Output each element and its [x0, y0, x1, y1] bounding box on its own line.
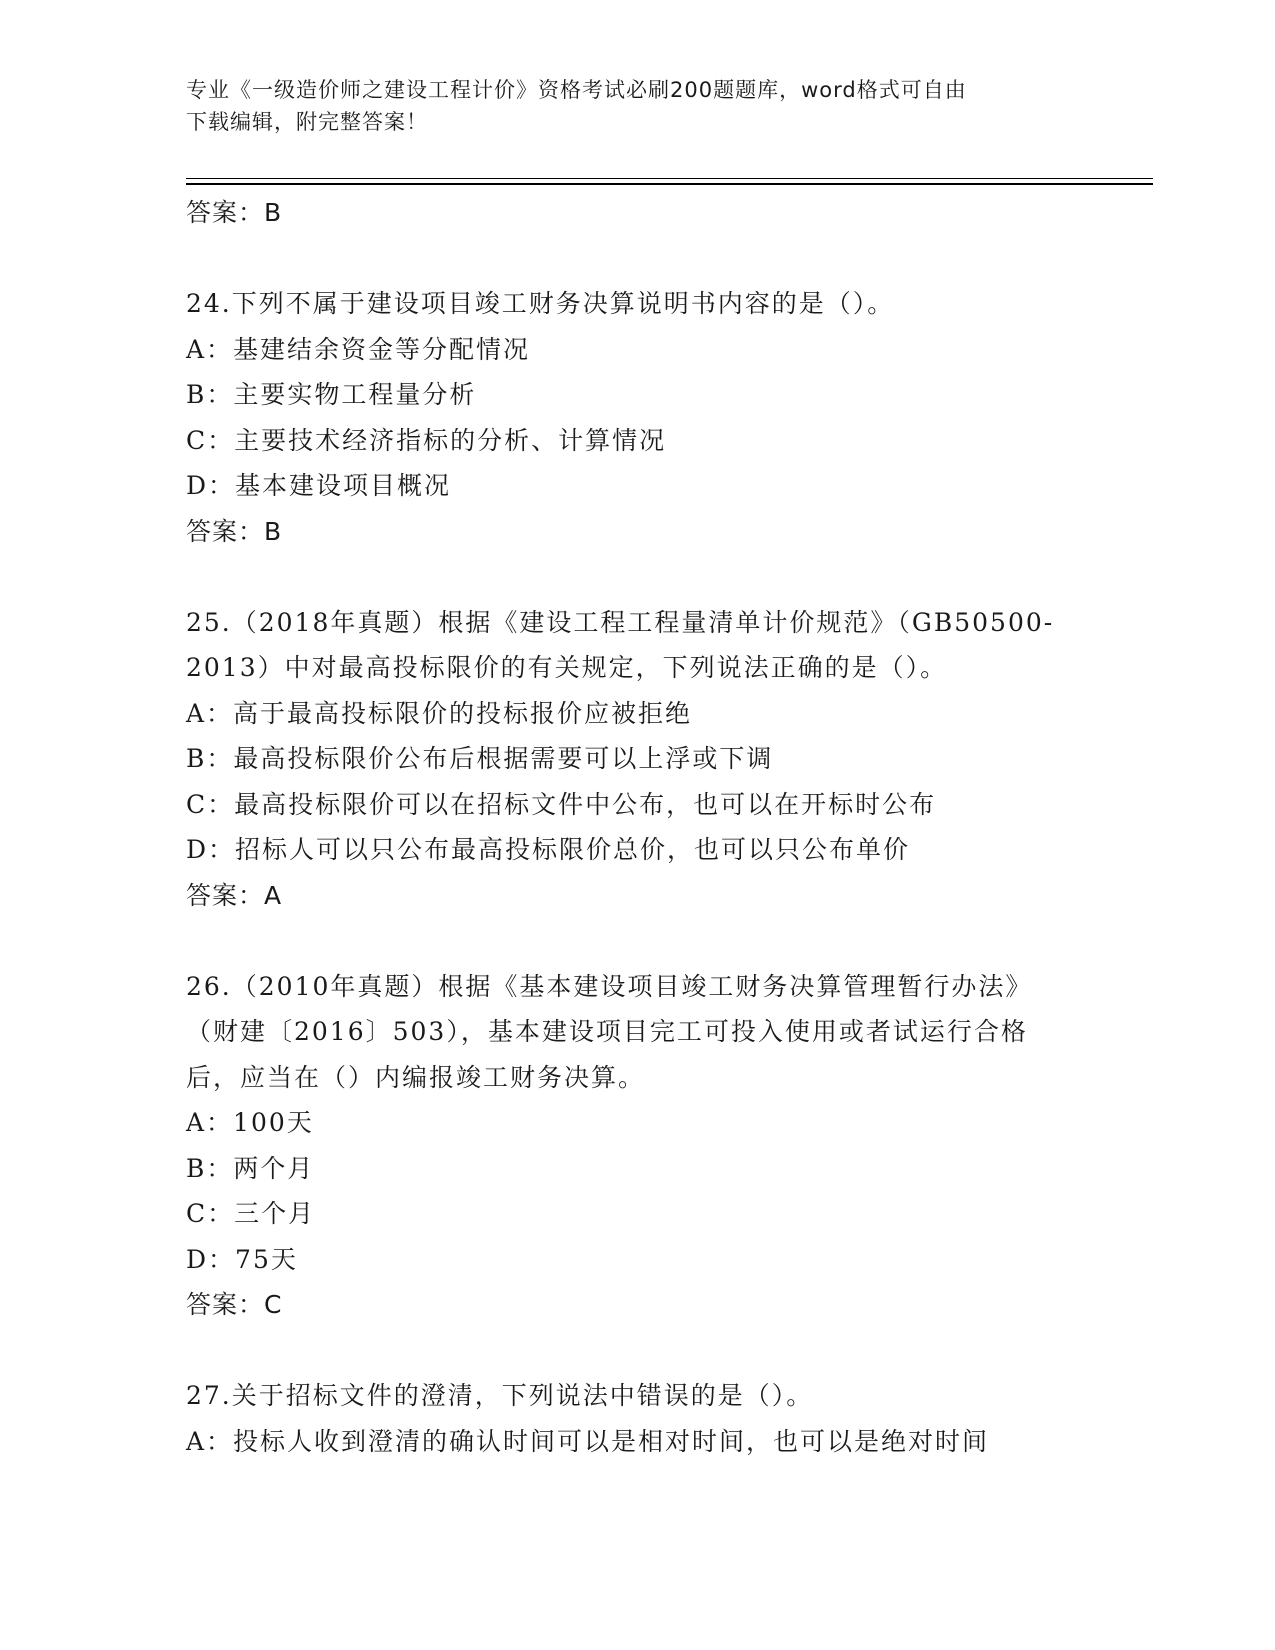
option-d: D：招标人可以只公布最高投标限价总价，也可以只公布单价 — [186, 835, 911, 864]
option-a: A：基建结余资金等分配情况 — [186, 334, 531, 364]
answer-label: 答案： — [186, 1290, 265, 1319]
answer-line — [186, 873, 1086, 918]
answer-value: A — [264, 880, 283, 910]
answer-label: 答案： — [186, 880, 265, 910]
header-line-2: 下载编辑，附完整答案！ — [186, 110, 428, 134]
question-stem: 24.下列不属于建设项目竣工财务决算说明书内容的是（）。 — [186, 289, 895, 318]
option-c: C：三个月 — [186, 1199, 316, 1228]
option-c: C：最高投标限价可以在招标文件中公布，也可以在开标时公布 — [186, 789, 937, 819]
answer-label: 答案： — [186, 516, 265, 546]
answer-value: B — [264, 198, 283, 227]
option-b: B：主要实物工程量分析 — [186, 380, 477, 409]
answer-line — [186, 1282, 1086, 1327]
answer-label: 答案： — [186, 198, 265, 227]
question-stem-cont: （财建〔2016〕503），基本建设项目完工可投入使用或者试运行合格 — [186, 1017, 1028, 1046]
answer-line — [186, 190, 1086, 235]
question-block — [186, 1373, 1086, 1464]
question-block — [186, 600, 1086, 918]
question-stem-cont: 后，应当在（）内编报竣工财务决算。 — [186, 1062, 646, 1092]
document-header — [186, 74, 1106, 138]
option-a: A：100天 — [186, 1108, 314, 1137]
option-a: A：高于最高投标限价的投标报价应被拒绝 — [186, 698, 693, 728]
option-d: D：75天 — [186, 1244, 298, 1274]
option-b: B：最高投标限价公布后根据需要可以上浮或下调 — [186, 744, 774, 773]
question-stem: 26.（2010年真题）根据《基本建设项目竣工财务决算管理暂行办法》 — [186, 971, 1033, 1001]
spacer — [186, 1327, 1086, 1373]
header-rule-thin — [186, 178, 1153, 179]
spacer — [186, 918, 1086, 964]
option-b: B：两个月 — [186, 1153, 315, 1183]
option-a: A：投标人收到澄清的确认时间可以是相对时间，也可以是绝对时间 — [186, 1426, 990, 1456]
header-rule-thick — [186, 183, 1153, 185]
question-stem: 27.关于招标文件的澄清，下列说法中错误的是（）。 — [186, 1381, 814, 1410]
question-stem-cont: 2013）中对最高投标限价的有关规定，下列说法正确的是（）。 — [186, 653, 948, 682]
question-block — [186, 281, 1086, 554]
question-block — [186, 964, 1086, 1328]
option-d: D：基本建设项目概况 — [186, 471, 452, 500]
answer-value: B — [264, 516, 283, 546]
question-list — [186, 190, 1086, 1464]
question-stem: 25.（2018年真题）根据《建设工程工程量清单计价规范》（GB50500- — [186, 607, 1055, 637]
spacer — [186, 235, 1086, 281]
header-line-1: 专业《一级造价师之建设工程计价》资格考试必刷200题题库，word格式可自由 — [186, 78, 967, 102]
answer-value: C — [264, 1290, 283, 1319]
spacer — [186, 554, 1086, 600]
answer-line — [186, 509, 1086, 554]
option-c: C：主要技术经济指标的分析、计算情况 — [186, 425, 667, 455]
